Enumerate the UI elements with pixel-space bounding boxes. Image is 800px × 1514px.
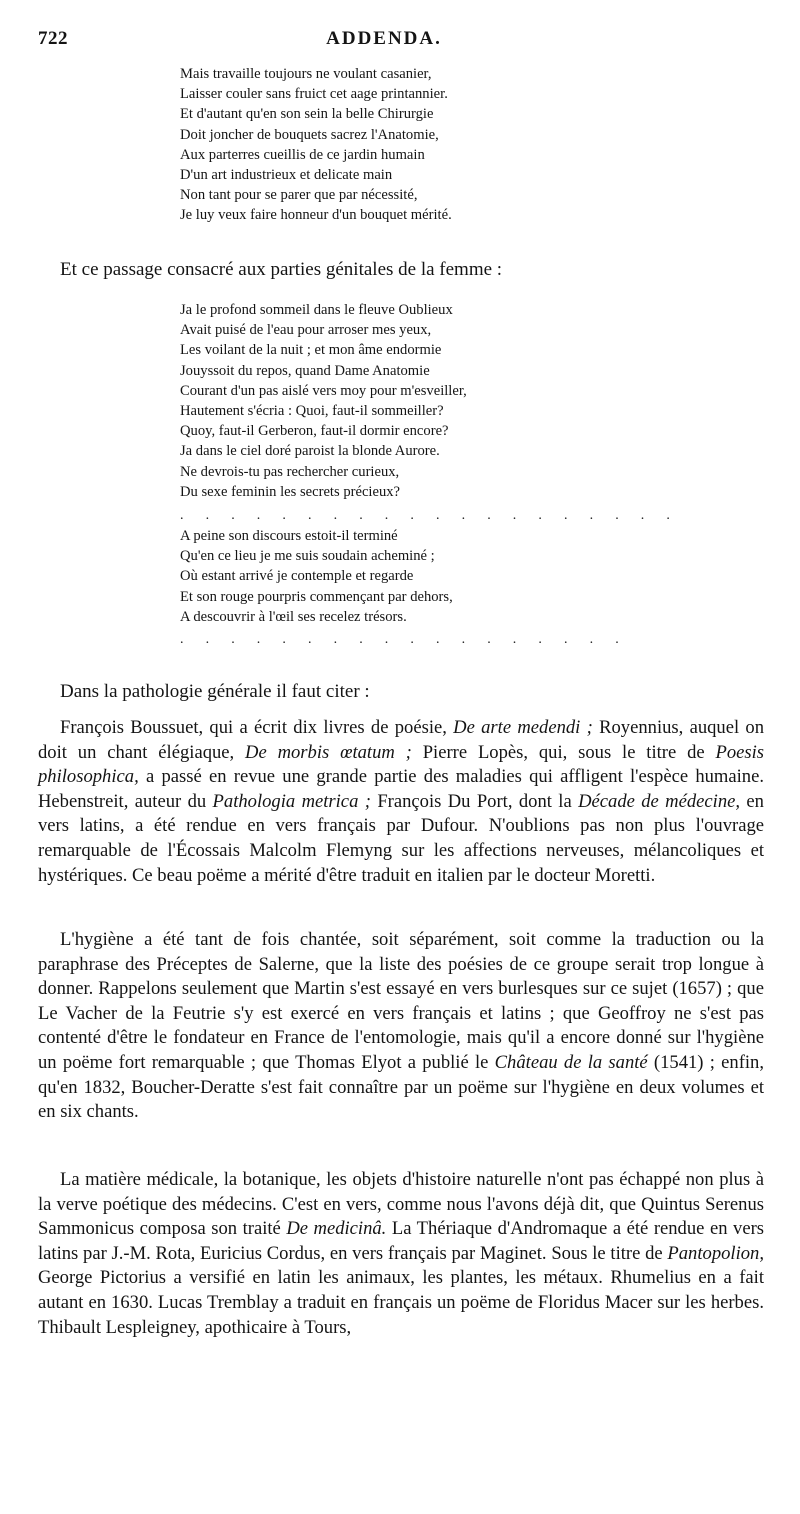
verse-line: Qu'en ce lieu je me suis soudain acheminé ; xyxy=(180,548,435,565)
page-header xyxy=(38,28,730,54)
verse-line: Ne devrois-tu pas rechercher curieux, xyxy=(180,463,400,480)
intro-line-2: Dans la pathologie générale il faut citer : xyxy=(60,681,370,702)
text-run: Royennius, auquel on doit un chant élégiaque, xyxy=(38,717,765,763)
page-number: 722 xyxy=(38,28,68,49)
book-title: Poesis philosophica, xyxy=(38,741,765,788)
verse-line: Mais travaille toujours ne voulant casanier, xyxy=(180,66,432,82)
verse-block-2 xyxy=(180,300,600,502)
verse-line: Ja le profond sommeil dans le fleuve Oublieux xyxy=(180,302,453,318)
verse-line: Je luy veux faire honneur d'un bouquet mérité. xyxy=(180,207,452,224)
text-run: George Pictorius a versifié en latin les animaux, les plantes, les métaux. Rhumelius en a fait autant en 1630. Lucas Tremblay a traduit en français un poëme de Floridus Macer sur les herbes. Thibault Lespleigney, apothicaire à Tours, xyxy=(38,1267,764,1338)
book-title: De arte medendi ; xyxy=(453,717,593,738)
verse-line: Avait puisé de l'eau pour arroser mes yeux, xyxy=(180,322,432,339)
verse-line: A descouvrir à l'œil ses recelez trésors. xyxy=(180,608,407,625)
book-title: Pantopolion, xyxy=(667,1242,764,1264)
book-title: De morbis œtatum ; xyxy=(245,741,412,763)
verse-line: Du sexe feminin les secrets précieux? xyxy=(180,483,401,500)
verse-line: Non tant pour se parer que par nécessité, xyxy=(180,187,418,204)
book-title: Château de la santé xyxy=(494,1051,648,1073)
verse-line: Et son rouge pourpris commençant par dehors, xyxy=(180,588,453,605)
text-run: (1541) ; enfin, qu'en 1832, Boucher-Deratte s'est fait connaître par un poëme sur l'hygiène en deux volumes et en six chants. xyxy=(38,1051,765,1123)
ellipsis-row: . . . . . . . . . . . . . . . . . . xyxy=(180,632,628,647)
intro-line-1: Et ce passage consacré aux parties génitales de la femme : xyxy=(60,259,503,280)
verse-line: Et d'autant qu'en son sein la belle Chirurgie xyxy=(180,106,434,123)
text-run: en vers latins, a été rendue en vers français par Dufour. N'oublions pas non plus l'ouvrage remarquable de l'Écossais Malcolm Flemyng sur les affections nerveuses, mélancoliques et hystériques. Ce beau poëme a mérité d'être traduit en italien par le docteur Moretti. xyxy=(38,790,764,886)
verse-block-1 xyxy=(180,64,600,226)
verse-line: Courant d'un pas aislé vers moy pour m'esveiller, xyxy=(180,382,467,399)
verse-line: Laisser couler sans fruict cet aage printannier. xyxy=(180,86,448,103)
running-title: ADDENDA. xyxy=(326,28,442,49)
verse-line: Quoy, faut-il Gerberon, faut-il dormir encore? xyxy=(180,423,449,440)
book-title: Décade de médecine, xyxy=(578,790,741,812)
verse-line: Jouyssoit du repos, quand Dame Anatomie xyxy=(180,362,430,379)
text-run: a passé en revue une grande partie des maladies qui affligent l'espèce humaine. Hebenstreit, auteur du xyxy=(38,766,764,812)
verse-line: Ja dans le ciel doré paroist la blonde Aurore. xyxy=(180,443,440,460)
text-run: L'hygiène a été tant de fois chantée, soit séparément, soit comme la traduction ou la paraphrase des Préceptes de Salerne, que la liste des poésies de ce groupe serait trop longue à donner. Rappelons seulement que Martin s'est essayé en vers burlesques sur ce sujet (1657) ; que Le Vacher de la Feutrie s'y est exercé en vers français et latins ; que Geoffroy ne s'est pas contenté d'être le fondateur en France de l'entomologie, mais qu'il a encore donné sur l'hygiène un poëme fort remarquable ; que Thomas Elyot a publié le xyxy=(38,929,764,1073)
verse-line: Hautement s'écria : Quoi, faut-il sommeiller? xyxy=(180,403,444,420)
ellipsis-row: . . . . . . . . . . . . . . . . . . . . xyxy=(180,508,680,523)
paragraph-pathologie xyxy=(38,716,764,888)
paragraph-matiere-medicale xyxy=(38,1168,764,1340)
verse-line: Doit joncher de bouquets sacrez l'Anatomie, xyxy=(180,126,439,143)
verse-line: Aux parterres cueillis de ce jardin humain xyxy=(180,146,425,163)
text-run: François Du Port, dont la xyxy=(370,790,579,812)
paragraph-hygiene xyxy=(38,928,764,1125)
text-run: La Thériaque d'Andromaque a été rendue en vers latins par J.-M. Rota, Euricius Cordus, en vers français par Maginet. Sous le titre de xyxy=(38,1218,764,1264)
text-run: La matière médicale, la botanique, les objets d'histoire naturelle n'ont pas échappé non plus à la verve poétique des médecins. C'est en vers, comme nous l'avons déjà dit, que Quintus Serenus Sammonicus composa son traité xyxy=(38,1169,764,1240)
verse-line: D'un art industrieux et delicate main xyxy=(180,167,393,184)
verse-line: Les voilant de la nuit ; et mon âme endormie xyxy=(180,342,442,359)
text-run: François Boussuet, qui a écrit dix livres de poésie, xyxy=(60,717,454,738)
verse-line: Où estant arrivé je contemple et regarde xyxy=(180,568,414,585)
text-run: Pierre Lopès, qui, sous le titre de xyxy=(411,741,716,763)
verse-block-3 xyxy=(180,526,600,627)
book-title: Pathologia metrica ; xyxy=(212,790,371,812)
book-title: De medicinâ. xyxy=(286,1218,387,1240)
verse-line: A peine son discours estoit-il terminé xyxy=(180,528,398,544)
